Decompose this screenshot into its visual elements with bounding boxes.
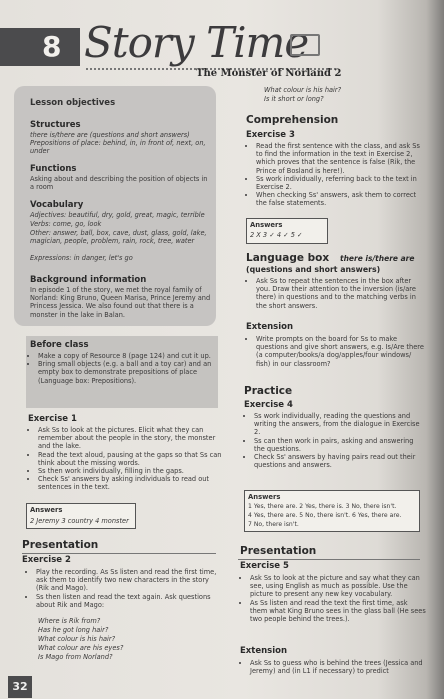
exercise-2-list xyxy=(28,568,220,609)
answers-heading: Answers xyxy=(248,493,281,501)
presentation-heading-left: Presentation xyxy=(22,539,99,551)
answers-text: 2 X 3 ✓ 4 ✓ 5 ✓ xyxy=(250,231,303,239)
exercise-5-heading: Exercise 5 xyxy=(240,561,289,571)
unit-tab xyxy=(0,28,80,66)
language-box-topic: there is/there are xyxy=(340,254,415,263)
exercise-5-item: • Ask Ss to look at the picture and say what they can see, using English as much as possible. Use the picture to present any new key vocabulary. xyxy=(250,574,426,599)
before-class-item: • Bring small objects (e.g. a ball and a toy car) and an empty box to demonstrate prepositions of place (Language box: Prepositions). xyxy=(38,360,222,385)
answers-text: 4 Yes, there are. 5 No, there isn't. 6 Yes, there are. xyxy=(248,512,402,519)
structures-heading: Structures xyxy=(30,120,81,130)
answers-text: 7 No, there isn't. xyxy=(248,521,299,528)
comprehension-heading: Comprehension xyxy=(246,114,339,126)
answers-text: 2 Jeremy 3 country 4 monster xyxy=(30,517,129,525)
extension-item: • Write prompts on the board for Ss to make questions and give short answers, e.g. Is/Are there (a computer/books/a dog/apples/four windows/ fish) in our classroom? xyxy=(256,335,424,368)
practice-heading: Practice xyxy=(244,385,293,397)
language-box-heading: Language box xyxy=(246,252,330,264)
extension-list xyxy=(248,335,424,368)
vocabulary-verbs: Verbs: come, go, look xyxy=(30,220,102,228)
exercise-4-item: • Ss can then work in pairs, asking and answering the questions. xyxy=(254,437,424,453)
question-line: Where is Rik from? xyxy=(38,617,101,625)
presentation-rule xyxy=(22,553,216,554)
answers-heading: Answers xyxy=(30,506,63,514)
exercise-1-item: • Ss then work individually, filling in the gaps. xyxy=(38,467,226,475)
vocabulary-heading: Vocabulary xyxy=(30,200,84,210)
exercise-1-heading: Exercise 1 xyxy=(28,414,77,424)
extension-item: • Ask Ss to guess who is behind the trees (Jessica and Jeremy) and (in L1 if necessary) to predict xyxy=(250,659,426,675)
exercise-1-item: • Check Ss' answers by asking individuals to read out sentences in the text. xyxy=(38,475,226,491)
language-box-item: • Ask Ss to repeat the sentences in the box after you. Draw their attention to the inversion (is/are there) in questions and to the matching verbs in the short answers. xyxy=(256,277,424,310)
answers-text: 1 Yes, there are. 2 Yes, there is. 3 No, there isn't. xyxy=(248,503,397,510)
answers-heading: Answers xyxy=(250,221,283,229)
exercise-2-heading: Exercise 2 xyxy=(22,555,71,565)
exercise-4-heading: Exercise 4 xyxy=(244,400,293,410)
language-box-subheading: (questions and short answers) xyxy=(246,265,381,274)
background-text: In episode 1 of the story, we met the royal family of Norland: King Bruno, Queen Marisa, Prince Jeremy and Princess Jessica. We also found out that there is a monster in the lake in Balan. xyxy=(30,286,211,319)
exercise-5-item: • As Ss listen and read the text the first time, ask them what King Bruno sees in the glass ball (He sees two people behind the trees.). xyxy=(250,599,426,624)
exercise-4-item: • Ss work individually, reading the questions and writing the answers, from the dialogue in Exercise 2. xyxy=(254,412,424,437)
exercise-2-item: • Ss then listen and read the text again. Ask questions about Rik and Mago: xyxy=(36,593,220,609)
before-class-item: • Make a copy of Resource 8 (page 124) and cut it up. xyxy=(38,352,222,360)
page-title: Story Time xyxy=(84,18,309,67)
vocabulary-adjectives: Adjectives: beautiful, dry, gold, great, magic, terrible xyxy=(30,211,205,219)
before-class-list xyxy=(30,352,222,385)
exercise-2-item: • Play the recording. As Ss listen and read the first time, ask them to identify two new characters in the story (Rik and Mago). xyxy=(36,568,220,593)
presentation-rule xyxy=(238,559,420,560)
exercise-5-list xyxy=(242,574,426,623)
page-number: 32 xyxy=(8,676,32,698)
exercise-3-item: • Ss work individually, referring back to the text in Exercise 2. xyxy=(256,175,424,191)
exercise-3-item: • When checking Ss' answers, ask them to correct the false statements. xyxy=(256,191,424,207)
language-box-list xyxy=(248,277,424,310)
exercise-1-item: • Ask Ss to look at the pictures. Elicit what they can remember about the people in the story, the monster and the lake. xyxy=(38,426,226,451)
question-line: Has he got long hair? xyxy=(38,626,109,634)
extension-heading: Extension xyxy=(240,646,288,656)
exercise-4-item: • Check Ss' answers by having pairs read out their questions and answers. xyxy=(254,453,424,469)
exercise-3-list xyxy=(248,142,424,208)
exercise-3-item: • Read the first sentence with the class, and ask Ss to find the information in the text in Exercise 2, which proves that the sentence is false (Rik, the Prince of Bosland is here!). xyxy=(256,142,424,175)
presentation-heading-right: Presentation xyxy=(240,545,317,557)
extension-list xyxy=(242,659,426,675)
vocabulary-other: Other: answer, ball, box, cave, dust, glass, gold, lake, magician, people, problem, rain, rock, tree, water xyxy=(30,229,207,246)
book-icon xyxy=(290,34,320,56)
question-line: Is it short or long? xyxy=(264,95,324,103)
exercise-3-heading: Exercise 3 xyxy=(246,130,295,140)
unit-number: 8 xyxy=(42,30,62,63)
question-line: What colour is his hair? xyxy=(264,86,342,94)
question-line: What colour are his eyes? xyxy=(38,644,124,652)
extension-heading: Extension xyxy=(246,322,294,332)
functions-heading: Functions xyxy=(30,164,77,174)
exercise-1-list xyxy=(30,426,226,492)
before-class-heading: Before class xyxy=(30,340,89,350)
background-heading: Background information xyxy=(30,275,147,285)
vocabulary-expressions: Expressions: in danger, let's go xyxy=(30,254,133,262)
structures-text: there is/there are (questions and short answers) Prepositions of place: behind, in, in front of, next, on, under xyxy=(30,131,206,156)
page-subtitle: The Monster of Norland 2 xyxy=(196,68,342,79)
functions-text: Asking about and describing the position of objects in a room xyxy=(30,175,208,192)
exercise-4-list xyxy=(246,412,424,469)
question-line: What colour is his hair? xyxy=(38,635,116,643)
question-line: Is Mago from Norland? xyxy=(38,653,113,661)
lesson-objectives-heading: Lesson objectives xyxy=(30,98,116,108)
exercise-1-item: • Read the text aloud, pausing at the gaps so that Ss can think about the missing words. xyxy=(38,451,226,467)
